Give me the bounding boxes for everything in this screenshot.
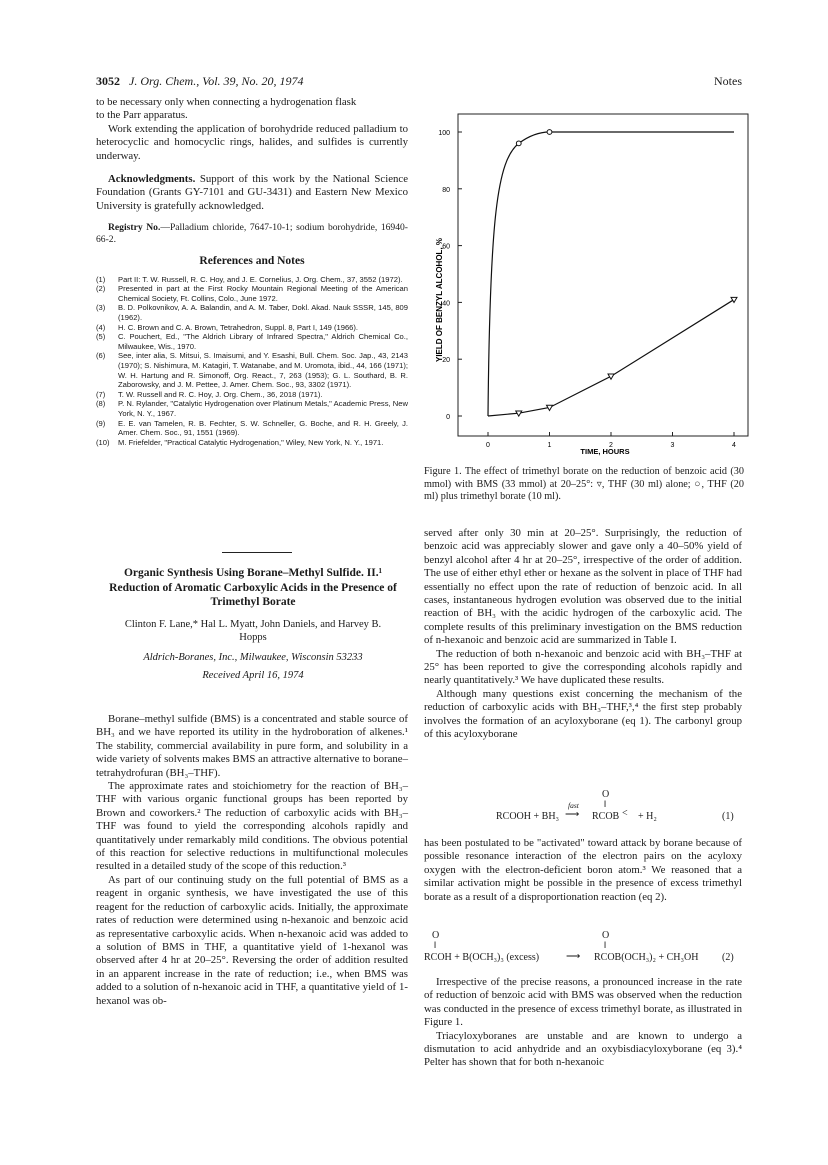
reference-item <box>96 390 408 400</box>
data-point-circle <box>547 130 552 135</box>
reference-text: Part II: T. W. Russell, R. C. Hoy, and J. E. Cornelius, J. Org. Chem., 37, 3552 (1972). <box>118 274 403 284</box>
eq1-arrow-label: fast <box>568 801 579 810</box>
intro-line-1: to be necessary only when connecting a hydrogenation flask <box>96 96 357 108</box>
reference-item <box>96 323 408 333</box>
reference-number: (5) <box>96 332 106 342</box>
reference-item <box>96 303 408 322</box>
eq1-arrow: ⟶ <box>565 809 580 820</box>
reference-item <box>96 419 408 438</box>
reference-number: (4) <box>96 322 106 332</box>
reference-text: M. Friefelder, "Practical Catalytic Hydrogenation," Wiley, New York, N. Y., 1971. <box>118 437 384 447</box>
received-date: Received April 16, 1974 <box>202 669 304 681</box>
y-tick-label: 100 <box>438 130 450 137</box>
reference-number: (1) <box>96 274 106 284</box>
body-paragraph: Triacyloxyboranes are unstable and are known to undergo a dismutation to acid anhydride and an oxybisdiacyloxyborane (eq 3).⁴ Pelter has shown that for both n-hexanoic <box>424 1029 742 1069</box>
series-line-trimethyl-borate <box>488 132 734 416</box>
plot-frame <box>458 114 748 436</box>
references-heading: References and Notes <box>199 255 305 268</box>
ack-label: Acknowledgments. <box>108 173 196 186</box>
reference-text: P. N. Rylander, "Catalytic Hydrogenation over Platinum Metals," Academic Press, New York, N. Y., 1967. <box>118 399 408 418</box>
eq1-double-bond: ‖ <box>604 799 607 809</box>
x-tick-label: 2 <box>609 442 613 449</box>
right-column-text-2 <box>424 837 742 904</box>
x-tick-label: 1 <box>547 442 552 449</box>
y-tick-label: 0 <box>446 414 450 421</box>
reference-item <box>96 399 408 418</box>
section-label: Notes <box>714 74 742 88</box>
eq1-reactants: RCOOH + BH₃ <box>496 811 560 822</box>
y-tick-label: 20 <box>442 357 450 365</box>
registry-numbers <box>96 222 408 246</box>
affiliation: Aldrich-Boranes, Inc., Milwaukee, Wisconsin 53233 <box>143 651 363 663</box>
right-column-text <box>424 527 742 742</box>
x-tick-label: 3 <box>670 442 675 449</box>
reference-number: (8) <box>96 399 106 409</box>
acknowledgments <box>96 173 408 213</box>
page-number: 3052 <box>96 74 120 88</box>
eq2-number: (2) <box>722 952 734 963</box>
ack-text: Support of this work by the National Science Foundation (Grants GY-7101 and GU-3431) and Eastern New Mexico University is gratefully acknowledged. <box>96 173 408 212</box>
reference-item <box>96 438 408 448</box>
x-axis-label: TIME, HOURS <box>580 447 630 456</box>
series-group <box>488 130 737 417</box>
reference-number: (10) <box>96 437 110 447</box>
body-paragraph: The approximate rates and stoichiometry for the reaction of BH₃–THF with various organic functional groups has been reported by Brown and coworkers.² The reduction of carboxylic acids with BH₃–THF was found to yield the corresponding alcohols rapidly and quantitatively under remarkably mild conditions. The obvious potential of this reaction for selective reductions in multifunctional molecules resulted in a detailed study of the scope of this reduction.³ <box>96 780 408 873</box>
body-paragraph: has been postulated to be "activated" toward attack by borane because of possible resonance interaction of the electron pairs on the acyloxy oxygen with the electron-deficient boron atom.³ We reasoned that a similar activation might be possible in the presence of excess trimethyl borate as a result of a disproportionation reaction (eq 2). <box>424 837 742 903</box>
reference-number: (3) <box>96 303 106 313</box>
authors: Clinton F. Lane,* Hal L. Myatt, John Daniels, and Harvey B. Hopps <box>124 618 382 643</box>
reference-text: Presented in part at the First Rocky Mountain Regional Meeting of the American Chemical Society, Ft. Collins, Colo., June 1972. <box>118 284 408 303</box>
x-tick-label: 4 <box>732 442 736 449</box>
article-title: Organic Synthesis Using Borane–Methyl Sulfide. II.¹ Reduction of Aromatic Carboxylic Acids in the Presence of Trimethyl Borate <box>109 567 397 608</box>
eq2-carbonyl-o-left: O <box>432 930 440 941</box>
y-tick-label: 80 <box>442 186 450 194</box>
reference-number: (2) <box>96 284 106 294</box>
intro-line-2: to the Parr apparatus. <box>96 109 188 122</box>
figure-1-chart <box>418 100 758 472</box>
data-point-triangle <box>731 297 737 302</box>
reference-number: (6) <box>96 351 106 361</box>
body-paragraph: served after only 30 min at 20–25°. Surprisingly, the reduction of benzoic acid was appreciably slower and gave only a 40–50% yield of benzyl alcohol after 4 hr at 20–25°, irrespective of the order of addition. The use of either ethyl ether or hexane as the solvent in place of THF had essentially no effect upon the rate of reduction of benzoic acid. In all cases, instantaneous hydrogen evolution was observed due to the initial reaction of BH₃ with the acidic hydrogen of the carboxylic acid. The complete results of this preliminary investigation on the BMS reduction of n-hexanoic and benzoic acid are summarized in Table I. <box>424 527 742 647</box>
body-paragraph: Although many questions exist concerning the mechanism of the reduction of carboxylic acids with BH₃–THF,³,⁴ the first step probably involves the formation of an acyloxyborane (eq 1). The carbonyl group of this acyloxyborane <box>424 687 742 741</box>
equation-2 <box>424 930 742 970</box>
eq1-number: (1) <box>722 811 734 822</box>
series-line-thf-alone <box>488 300 734 416</box>
left-column <box>96 96 408 447</box>
work-paragraph: Work extending the application of borohydride reduced palladium to heterocyclic and homocyclic rings, halides, and sulfides is currently underway. <box>96 122 408 162</box>
reference-text: T. W. Russell and R. C. Hoy, J. Org. Chem., 36, 2018 (1971). <box>118 389 323 399</box>
reference-text: B. D. Polkovnikov, A. A. Balandin, and A. M. Taber, Dokl. Akad. Nauk SSSR, 145, 809 (1962). <box>118 303 408 323</box>
x-tick-label: 0 <box>486 442 490 449</box>
body-paragraph: Borane–methyl sulfide (BMS) is a concentrated and stable source of BH₃ and we have reported its utility in the hydroboration of alkenes.¹ The stability, commercial availability in pure form, and solubility in a wide variety of solvents makes BMS an attractive alternative to borane–tetrahydrofuran (BH₃–THF). <box>96 713 408 779</box>
reference-item <box>96 332 408 351</box>
registry-text: —Palladium chloride, 7647-10-1; sodium borohydride, 16940-66-2. <box>96 222 408 246</box>
y-tick-label: 40 <box>442 300 450 308</box>
reference-number: (9) <box>96 418 106 428</box>
section-divider <box>222 552 292 553</box>
data-point-circle <box>516 141 521 146</box>
figure-caption: Figure 1. The effect of trimethyl borate on the reduction of benzoic acid (30 mmol) with BMS (33 mmol) at 20–25°: ▿, THF (30 ml) alone; ○, THF (20 ml) plus trimethyl borate (10 ml). <box>424 466 744 503</box>
reference-number: (7) <box>96 389 106 399</box>
body-paragraph: Irrespective of the precise reasons, a pronounced increase in the rate of reduction of benzoic acid with BMS was observed when the reduction was conducted in the presence of excess trimethyl borate, as illustrated in Figure 1. <box>424 976 742 1029</box>
eq2-reactants: RCOH + B(OCH₃)₃ (excess) <box>424 952 540 963</box>
eq1-boron-bonds: < <box>622 808 628 819</box>
article-header <box>104 566 402 681</box>
eq1-hydrogen: + H₂ <box>638 811 657 822</box>
eq2-products: RCOB(OCH₃)₂ + CH₃OH <box>594 952 699 963</box>
journal-citation: J. Org. Chem., Vol. 39, No. 20, 1974 <box>129 74 304 88</box>
reference-item <box>96 284 408 303</box>
reference-text: See, inter alia, S. Mitsui, S. Imaisumi, and Y. Esashi, Bull. Chem. Soc. Jap., 43, 2143 (1970); S. Nishimura, M. Katagiri, T. Watanabe, and M. Uromota, ibid., 44, 166 (1971); W. H. Hartung and R. Simonoff, Org. React., 7, 263 (1953); G. L. Southard, B. R. Zaborowsky, and J. M. Pettee, J. Amer. Chem. Soc., 93, 3302 (1971). <box>118 351 408 390</box>
body-paragraph: As part of our continuing study on the full potential of BMS as a reagent in organic synthesis, we have investigated the use of this reagent for the reduction of carboxylic acids. Initially, the approximate rates of reduction were determined using n-hexanoic and benzoic acid as representative carboxylic acids. When n-hexanoic acid was added to a solution of BMS in THF, a quantitative yield of 1-hexanol was observed after 4 hr at 20–25°. Reversing the order of addition resulted in an apparent increase in the rate of reduction; i.e., when BMS was added to a solution of n-hexanoic acid in THF, a quantitative yield of 1-hexanol was ob- <box>96 873 408 1007</box>
eq2-double-bond-left: ‖ <box>434 940 437 950</box>
equation-1 <box>424 789 742 829</box>
article-body <box>96 713 408 1008</box>
right-column-text-3 <box>424 976 742 1070</box>
y-tick-label: 60 <box>442 243 450 251</box>
eq2-carbonyl-o-right: O <box>602 930 610 941</box>
reference-text: E. E. van Tamelen, R. B. Fechter, S. W. Schneller, G. Boche, and R. H. Greely, J. Amer. Chem. Soc., 91, 1551 (1969). <box>118 418 408 438</box>
eq1-carbonyl-o: O <box>602 789 610 800</box>
y-axis-label: YIELD OF BENZYL ALCOHOL, % <box>435 237 444 363</box>
eq2-double-bond-right: ‖ <box>604 940 607 950</box>
reference-item <box>96 351 408 389</box>
reference-text: C. Pouchert, Ed., "The Aldrich Library of Infrared Spectra," Aldrich Chemical Co., Milwaukee, Wis., 1970. <box>118 332 408 351</box>
registry-label: Registry No. <box>108 222 161 234</box>
body-paragraph: The reduction of both n-hexanoic and benzoic acid with BH₃–THF at 25° has been reported to give the corresponding alcohols rapidly and nearly quantitatively.³ We have duplicated these results. <box>424 647 742 687</box>
eq1-product: RCOB <box>592 811 620 822</box>
reference-item <box>96 275 408 285</box>
references-list <box>96 275 408 448</box>
running-header <box>96 74 304 89</box>
reference-text: H. C. Brown and C. A. Brown, Tetrahedron, Suppl. 8, Part I, 149 (1966). <box>118 322 359 332</box>
eq2-arrow: ⟶ <box>566 951 581 962</box>
